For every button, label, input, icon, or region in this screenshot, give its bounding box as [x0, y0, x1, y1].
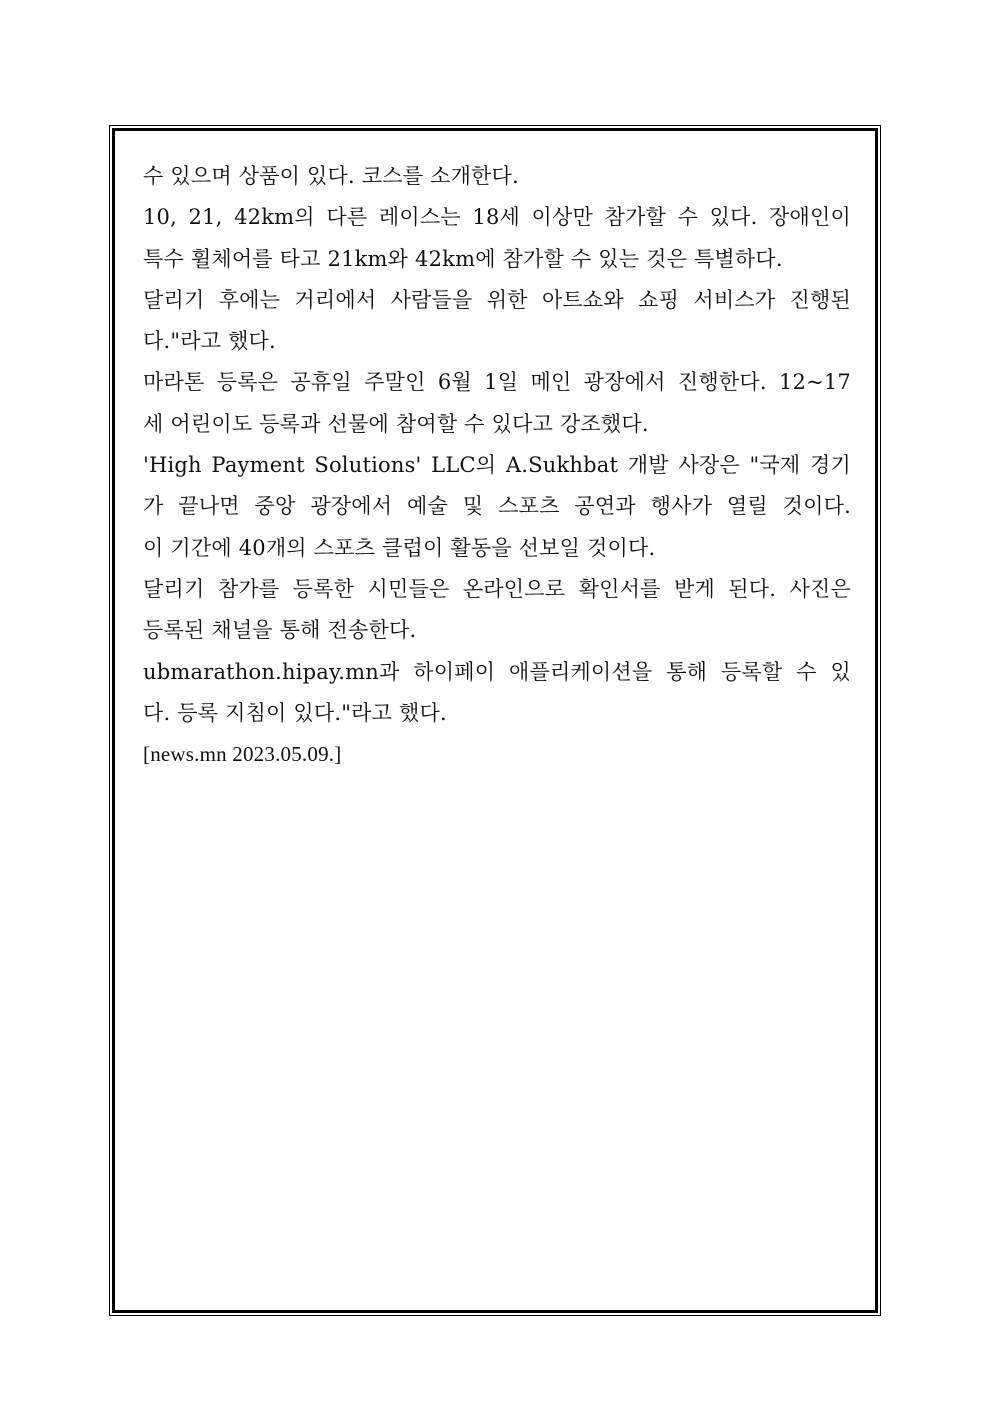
article-line: 세 어린이도 등록과 선물에 참여할 수 있다고 강조했다.	[143, 411, 649, 436]
article-line: 10, 21, 42km의 다른 레이스는 18세 이상만 참가할 수 있다. 장애인이	[143, 205, 851, 230]
article-line: 달리기 참가를 등록한 시민들은 온라인으로 확인서를 받게 된다. 사진은	[143, 576, 851, 601]
article-line: 특수 휠체어를 타고 21km와 42km에 참가할 수 있는 것은 특별하다.	[143, 246, 783, 271]
article-line: 마라톤 등록은 공휴일 주말인 6월 1일 메인 광장에서 진행한다. 12~17	[143, 370, 851, 395]
article-line: 다."라고 했다.	[143, 329, 276, 354]
article-line: ubmarathon.hipay.mn과 하이페이 애플리케이션을 통해 등록할 수 있	[143, 659, 851, 684]
article-line: 'High Payment Solutions' LLC의 A.Sukhbat 개발 사장은 "국제 경기	[143, 453, 851, 478]
article-line: 달리기 후에는 거리에서 사람들을 위한 아트쇼와 쇼핑 서비스가 진행된	[143, 287, 851, 312]
article-line: 가 끝나면 중앙 광장에서 예술 및 스포츠 공연과 행사가 열릴 것이다.	[143, 494, 851, 519]
article-body	[143, 156, 851, 775]
article-line: 이 기간에 40개의 스포츠 클럽이 활동을 선보일 것이다.	[143, 535, 656, 560]
article-line: 다. 등록 지침이 있다."라고 했다.	[143, 700, 447, 725]
article-line: 수 있으며 상품이 있다. 코스를 소개한다.	[143, 164, 519, 188]
article-line: 등록된 채널을 통해 전송한다.	[143, 618, 417, 643]
article-source: [news.mn 2023.05.09.]	[143, 742, 342, 767]
